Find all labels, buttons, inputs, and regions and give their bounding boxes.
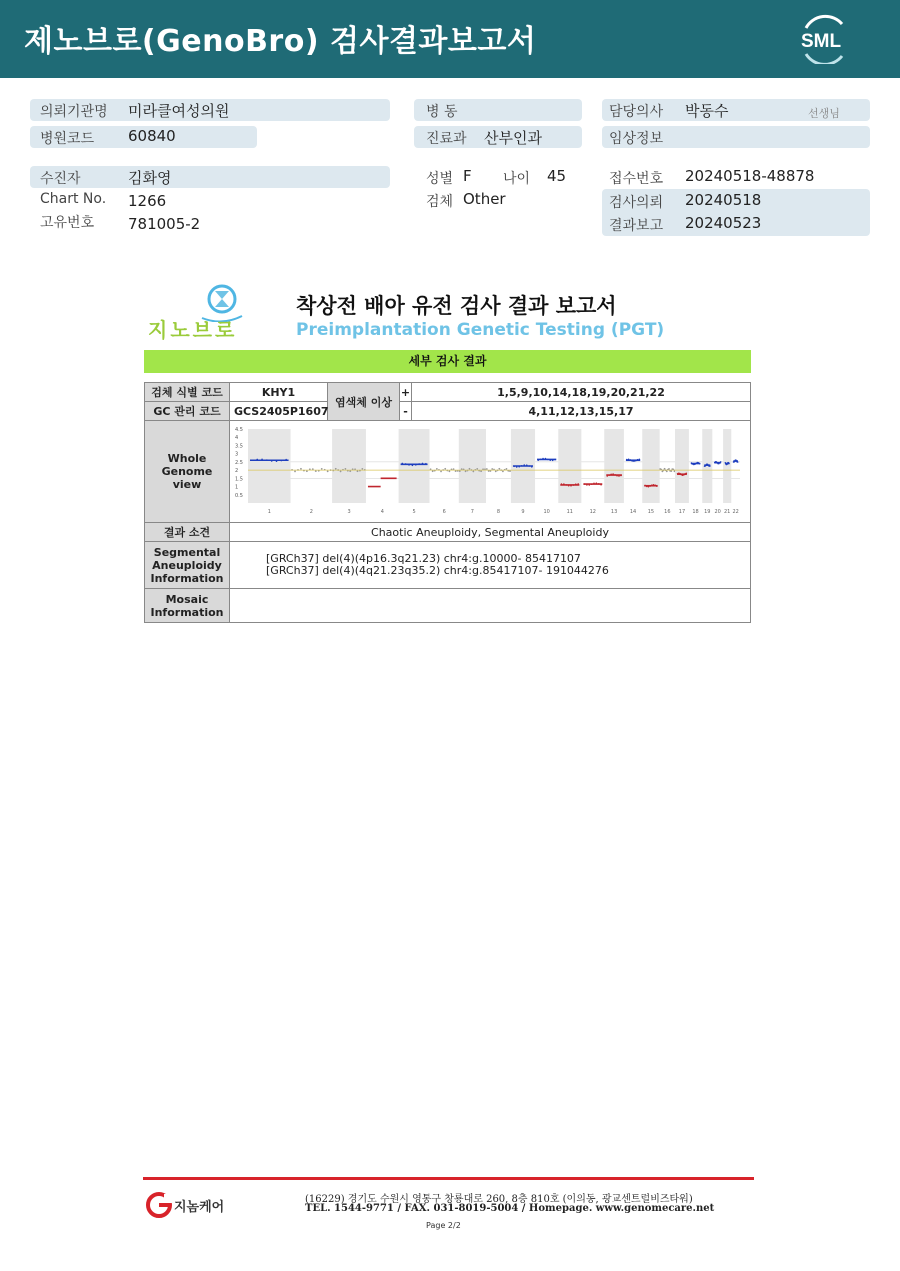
header-bar <box>0 0 900 78</box>
footer-divider <box>143 1177 754 1180</box>
chromosome-tick-label: 17 <box>678 509 686 515</box>
chromosome-band <box>642 429 659 503</box>
data-point <box>631 460 633 462</box>
chromosome-tick-label: 1 <box>267 509 271 515</box>
data-point <box>526 464 528 466</box>
hospital-code-label: 병원코드 <box>40 131 95 147</box>
data-point <box>628 459 630 461</box>
data-point <box>415 464 417 466</box>
chromosome-band <box>332 429 366 503</box>
chromosome-tick-label: 7 <box>470 509 474 515</box>
data-point <box>405 463 407 465</box>
hospital-code-value: 60840 <box>128 127 176 145</box>
data-point <box>523 464 525 466</box>
data-point <box>261 459 263 461</box>
table-row <box>145 383 751 402</box>
data-point <box>588 484 590 486</box>
data-point <box>570 485 572 487</box>
footer-contact: TEL. 1544-9771 / FAX. 031-8019-5004 / Homepage. www.genomecare.net <box>305 1203 715 1214</box>
chromosome-tick-label: 3 <box>347 509 351 515</box>
chromosome-band <box>248 429 291 503</box>
data-point <box>545 458 547 460</box>
y-tick-label: 1 <box>235 484 239 491</box>
data-point <box>630 459 632 461</box>
data-point <box>432 470 434 472</box>
data-point <box>349 470 351 472</box>
sample-code-label: 검체 식별 코드 <box>145 383 230 402</box>
data-point <box>666 470 668 472</box>
sex-value: F <box>463 167 472 185</box>
dept-value: 산부인과 <box>484 129 542 147</box>
data-point <box>614 474 616 476</box>
data-point <box>321 468 323 470</box>
chromosome-tick-label: 13 <box>610 509 618 515</box>
report-title-en: Preimplantation Genetic Testing (PGT) <box>296 320 665 340</box>
losses-value: 4,11,12,13,15,17 <box>412 402 751 421</box>
chromosome-tick-label: 15 <box>647 509 655 515</box>
data-point <box>586 484 588 486</box>
data-point <box>256 459 258 461</box>
data-point <box>528 465 530 467</box>
y-tick-label: 0.5 <box>235 492 243 499</box>
data-point <box>737 461 739 463</box>
chromosome-tick-label: 9 <box>521 509 525 515</box>
chromosome-tick-label: 22 <box>732 509 739 515</box>
data-point <box>531 466 533 468</box>
y-tick-label: 3 <box>235 451 239 458</box>
segmental-label: Segmental Aneuploidy Information <box>145 542 230 589</box>
abnormal-label: 염색체 이상 <box>328 383 400 421</box>
report-date-value: 20240523 <box>685 214 762 232</box>
table-row <box>145 421 751 523</box>
data-point <box>651 484 653 486</box>
chromosome-tick-label: 8 <box>496 509 501 515</box>
mosaic-label: Mosaic Information <box>145 589 230 623</box>
y-tick-label: 2.5 <box>235 459 243 466</box>
footer-brand: 지놈케어 <box>174 1200 225 1215</box>
genome-cell <box>230 421 751 523</box>
data-point <box>635 460 637 462</box>
data-point <box>521 465 523 467</box>
chromosome-band <box>558 429 581 503</box>
sample-code-value: KHY1 <box>230 383 328 402</box>
data-point <box>598 483 600 485</box>
data-point <box>600 484 602 486</box>
whole-genome-plot <box>234 423 744 517</box>
sml-logo <box>796 14 852 64</box>
data-point <box>271 460 273 462</box>
y-tick-label: 2 <box>235 468 239 475</box>
data-point <box>285 459 287 461</box>
unique-no-value: 781005-2 <box>128 215 201 233</box>
chromosome-tick-label: 18 <box>692 509 699 515</box>
data-point <box>644 485 646 487</box>
data-point <box>537 459 539 461</box>
doctor-value: 박동수 <box>685 102 729 120</box>
data-point <box>728 463 730 465</box>
chromosome-tick-label: 6 <box>442 509 446 515</box>
chromosome-tick-label: 4 <box>380 509 384 515</box>
data-point <box>664 468 666 470</box>
chromosome-band <box>675 429 689 503</box>
data-point <box>593 483 595 485</box>
data-point <box>547 459 549 461</box>
data-point <box>720 461 722 463</box>
data-point <box>639 458 641 460</box>
data-point <box>575 483 577 485</box>
chromosome-tick-label: 10 <box>543 509 550 515</box>
segmental-line-1: [GRCh37] del(4)(4p16.3q21.23) chr4:g.10000- 85417107 <box>266 552 581 565</box>
data-point <box>361 468 363 470</box>
chromosome-tick-label: 14 <box>629 509 637 515</box>
data-point <box>465 470 467 472</box>
data-point <box>327 471 329 473</box>
data-point <box>596 482 598 484</box>
chromosome-tick-label: 20 <box>714 509 721 515</box>
data-point <box>565 484 567 486</box>
table-row <box>145 542 751 589</box>
data-point <box>584 483 586 485</box>
request-label: 검사의뢰 <box>609 195 664 211</box>
data-point <box>648 486 650 488</box>
gc-code-label: GC 관리 코드 <box>145 402 230 421</box>
data-point <box>549 459 551 461</box>
y-tick-label: 4 <box>235 435 239 442</box>
chromosome-tick-label: 16 <box>664 509 671 515</box>
data-point <box>252 459 254 461</box>
patient-row <box>30 166 390 188</box>
specimen-value: Other <box>463 190 506 208</box>
table-row <box>145 523 751 542</box>
data-point <box>448 470 450 472</box>
data-point <box>654 484 656 486</box>
data-point <box>542 458 544 460</box>
data-point <box>518 466 520 468</box>
minus-sign: - <box>400 402 412 421</box>
data-point <box>699 463 701 465</box>
data-point <box>633 460 635 462</box>
data-point <box>656 485 658 487</box>
institution-label: 의뢰기관명 <box>40 104 108 120</box>
data-point <box>554 459 556 461</box>
chromosome-band <box>702 429 712 503</box>
chromosome-tick-label: 12 <box>589 509 596 515</box>
clinical-label: 임상정보 <box>609 131 664 147</box>
data-point <box>610 473 612 475</box>
y-tick-label: 1.5 <box>235 476 243 483</box>
data-point <box>626 459 628 461</box>
data-point <box>340 471 342 473</box>
age-value: 45 <box>547 167 567 185</box>
data-point <box>568 485 570 487</box>
gains-value: 1,5,9,10,14,18,19,20,21,22 <box>412 383 751 402</box>
data-point <box>495 470 497 472</box>
data-point <box>540 458 542 460</box>
doctor-suffix: 선생님 <box>808 107 840 120</box>
data-point <box>516 466 518 468</box>
data-point <box>577 483 579 485</box>
results-table <box>144 382 751 623</box>
data-point <box>561 483 563 485</box>
chromosome-band <box>604 429 624 503</box>
segmental-line-2: [GRCh37] del(4)(4q21.23q35.2) chr4:g.85417107- 191044276 <box>266 564 609 577</box>
data-point <box>709 465 711 467</box>
chromosome-tick-label: 5 <box>412 509 416 515</box>
data-point <box>335 468 337 470</box>
page-number: Page 2/2 <box>426 1221 461 1230</box>
footer-address: (16229) 경기도 수원시 영통구 창룡대로 260, 8층 810호 (이의동, 광교센트럴비즈타워) <box>305 1194 693 1205</box>
genobro-brand: 지노브로 <box>148 318 238 342</box>
data-point <box>480 470 482 472</box>
table-row <box>145 402 751 421</box>
data-point <box>685 472 687 474</box>
data-point <box>266 459 268 461</box>
mosaic-value <box>230 589 751 623</box>
data-point <box>653 484 655 486</box>
chart-no-label: Chart No. <box>40 191 107 207</box>
data-point <box>436 468 438 470</box>
report-date-label: 결과보고 <box>609 218 664 234</box>
sex-label: 성별 <box>426 171 454 187</box>
data-point <box>646 486 648 488</box>
data-point <box>300 468 302 470</box>
unique-no-label: 고유번호 <box>40 215 95 231</box>
segmental-cell <box>230 542 751 589</box>
data-point <box>608 474 610 476</box>
data-point <box>440 471 442 473</box>
section-title: 세부 검사 결과 <box>144 350 751 373</box>
data-point <box>649 485 651 487</box>
page-title: 제노브로(GenoBro) 검사결과보고서 <box>24 24 537 59</box>
data-point <box>620 475 622 477</box>
age-label: 나이 <box>503 171 531 187</box>
data-point <box>444 468 446 470</box>
sml-logo-text: SML <box>801 31 842 52</box>
data-point <box>573 484 575 486</box>
data-point <box>408 464 410 466</box>
data-point <box>563 483 565 485</box>
chromosome-tick-label: 21 <box>723 509 731 515</box>
request-value: 20240518 <box>685 191 762 209</box>
table-row <box>145 589 751 623</box>
genomecare-logo-icon <box>146 1192 172 1218</box>
data-point <box>357 470 359 472</box>
chart-no-value: 1266 <box>128 192 167 210</box>
data-point <box>491 468 493 470</box>
specimen-label: 검체 <box>426 194 454 210</box>
chromosome-tick-label: 11 <box>566 509 574 515</box>
data-point <box>637 459 639 461</box>
y-tick-label: 3.5 <box>235 443 243 450</box>
data-point <box>476 468 478 470</box>
data-point <box>498 468 500 470</box>
doctor-label: 담당의사 <box>609 104 664 120</box>
gc-code-value: GCS2405P1607 <box>230 402 328 421</box>
patient-label: 수진자 <box>40 171 81 187</box>
data-point <box>668 468 670 470</box>
chromosome-band <box>459 429 486 503</box>
chromosome-band <box>399 429 430 503</box>
plus-sign: + <box>400 383 412 402</box>
data-point <box>412 465 414 467</box>
data-point <box>506 468 508 470</box>
chromosome-band <box>723 429 731 503</box>
data-point <box>401 463 403 465</box>
data-point <box>418 463 420 465</box>
data-point <box>486 468 488 470</box>
data-point <box>425 463 427 465</box>
data-point <box>345 468 347 470</box>
data-point <box>502 471 504 473</box>
dept-label: 진료과 <box>426 131 467 147</box>
patient-value: 김화영 <box>128 169 172 187</box>
data-point <box>276 460 278 462</box>
data-point <box>294 471 296 473</box>
data-point <box>472 471 474 473</box>
data-point <box>618 475 620 477</box>
data-point <box>422 463 424 465</box>
report-title-ko: 착상전 배아 유전 검사 결과 보고서 <box>296 294 617 318</box>
data-point <box>552 460 554 462</box>
data-point <box>306 470 308 472</box>
data-point <box>591 483 593 485</box>
data-point <box>469 468 471 470</box>
receipt-label: 접수번호 <box>609 171 664 187</box>
result-value: Chaotic Aneuploidy, Segmental Aneuploidy <box>230 523 751 542</box>
institution-value: 미라클여성의원 <box>128 102 230 120</box>
genome-label: Whole Genome view <box>145 421 230 523</box>
y-tick-label: 4.5 <box>235 427 243 433</box>
chromosome-tick-label: 19 <box>704 509 711 515</box>
data-point <box>513 465 515 467</box>
ward-label: 병 동 <box>426 104 458 120</box>
chromosome-tick-label: 2 <box>309 509 313 515</box>
result-label: 결과 소견 <box>145 523 230 542</box>
data-point <box>612 473 614 475</box>
data-point <box>281 460 283 462</box>
receipt-value: 20240518-48878 <box>685 167 815 185</box>
data-point <box>606 475 608 477</box>
data-point <box>616 475 618 477</box>
